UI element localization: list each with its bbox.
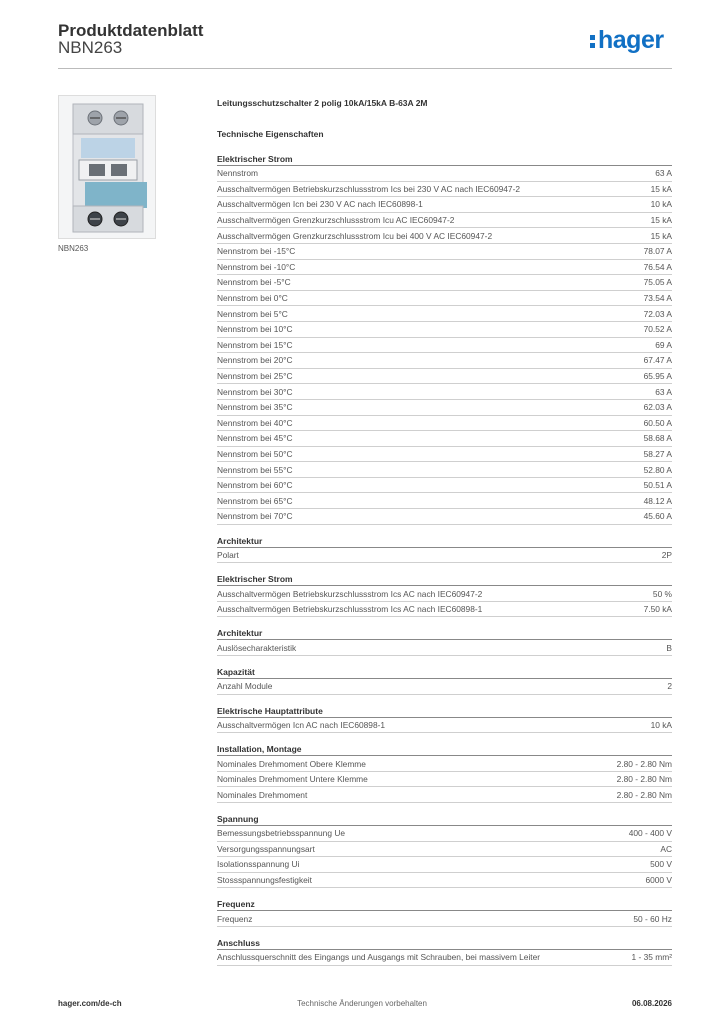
spec-row bbox=[217, 756, 672, 772]
spec-value: 75.05 A bbox=[643, 277, 672, 288]
spec-row bbox=[217, 950, 672, 966]
section-title: Frequenz bbox=[217, 898, 672, 911]
spec-label: Isolationsspannung Ui bbox=[217, 859, 300, 870]
spec-value: 10 kA bbox=[650, 199, 672, 210]
spec-value: 70.52 A bbox=[643, 324, 672, 335]
spec-row bbox=[217, 640, 672, 656]
section-title: Installation, Montage bbox=[217, 743, 672, 756]
product-title: Leitungsschutzschalter 2 polig 10kA/15kA B-63A 2M bbox=[217, 98, 428, 108]
spec-row bbox=[217, 478, 672, 494]
spec-row bbox=[217, 586, 672, 602]
spec-label: Nennstrom bei -15°C bbox=[217, 246, 296, 257]
spec-value: 10 kA bbox=[650, 719, 672, 730]
spec-row bbox=[217, 826, 672, 842]
footer-date: 06.08.2026 bbox=[631, 999, 672, 1008]
spec-value: AC bbox=[660, 843, 672, 854]
spec-row bbox=[217, 338, 672, 354]
spec-row bbox=[217, 718, 672, 734]
spec-row bbox=[217, 493, 672, 509]
product-code: NBN263 bbox=[58, 38, 123, 57]
spec-row bbox=[217, 213, 672, 229]
spec-value: 6000 V bbox=[645, 875, 672, 886]
spec-sections bbox=[217, 153, 672, 966]
spec-value: B bbox=[666, 642, 672, 653]
spec-label: Nennstrom bei 25°C bbox=[217, 371, 293, 382]
section-title: Elektrische Hauptattribute bbox=[217, 705, 672, 718]
spec-value: 63 A bbox=[655, 168, 672, 179]
spec-value: 78.07 A bbox=[643, 246, 672, 257]
spec-row bbox=[217, 772, 672, 788]
spec-section bbox=[217, 937, 672, 966]
spec-row bbox=[217, 275, 672, 291]
spec-label: Auslösecharakteristik bbox=[217, 642, 297, 653]
section-title: Architektur bbox=[217, 627, 672, 640]
spec-row bbox=[217, 447, 672, 463]
spec-section bbox=[217, 813, 672, 888]
spec-label: Nennstrom bei 55°C bbox=[217, 464, 293, 475]
spec-label: Nominales Drehmoment Untere Klemme bbox=[217, 774, 368, 785]
spec-value: 63 A bbox=[655, 386, 672, 397]
spec-content bbox=[217, 98, 672, 966]
spec-value: 76.54 A bbox=[643, 261, 672, 272]
footer-notice: Technische Änderungen vorbehalten bbox=[297, 999, 427, 1008]
spec-section bbox=[217, 743, 672, 803]
spec-label: Nominales Drehmoment Obere Klemme bbox=[217, 758, 366, 769]
spec-label: Polart bbox=[217, 549, 239, 560]
spec-label: Nennstrom bei 0°C bbox=[217, 293, 288, 304]
logo-colon-icon bbox=[590, 31, 596, 50]
spec-label: Nennstrom bei 65°C bbox=[217, 495, 293, 506]
spec-section bbox=[217, 666, 672, 695]
spec-value: 50 - 60 Hz bbox=[633, 913, 672, 924]
spec-row bbox=[217, 260, 672, 276]
section-title: Kapazität bbox=[217, 666, 672, 679]
spec-label: Nennstrom bei 50°C bbox=[217, 448, 293, 459]
spec-label: Nennstrom bei 60°C bbox=[217, 480, 293, 491]
section-title: Spannung bbox=[217, 813, 672, 826]
spec-label: Nennstrom bei 20°C bbox=[217, 355, 293, 366]
spec-value: 2.80 - 2.80 Nm bbox=[616, 758, 672, 769]
spec-value: 62.03 A bbox=[643, 402, 672, 413]
spec-row bbox=[217, 842, 672, 858]
spec-section bbox=[217, 705, 672, 734]
spec-value: 2.80 - 2.80 Nm bbox=[616, 774, 672, 785]
spec-label: Nennstrom bei 10°C bbox=[217, 324, 293, 335]
spec-value: 52.80 A bbox=[643, 464, 672, 475]
product-image bbox=[58, 95, 156, 239]
spec-row bbox=[217, 197, 672, 213]
spec-label: Ausschaltvermögen Betriebskurzschlussstrom Ics AC nach IEC60947-2 bbox=[217, 588, 483, 599]
spec-label: Nennstrom bei 35°C bbox=[217, 402, 293, 413]
spec-value: 15 kA bbox=[650, 183, 672, 194]
spec-row bbox=[217, 306, 672, 322]
spec-value: 58.27 A bbox=[643, 448, 672, 459]
spec-row bbox=[217, 322, 672, 338]
header-divider bbox=[58, 68, 672, 69]
spec-value: 60.50 A bbox=[643, 417, 672, 428]
spec-row bbox=[217, 384, 672, 400]
spec-row bbox=[217, 602, 672, 618]
spec-section bbox=[217, 898, 672, 927]
spec-row bbox=[217, 679, 672, 695]
spec-value: 65.95 A bbox=[643, 371, 672, 382]
spec-label: Ausschaltvermögen Grenzkurzschlussstrom Icu AC IEC60947-2 bbox=[217, 215, 455, 226]
spec-value: 45.60 A bbox=[643, 511, 672, 522]
tech-properties-heading: Technische Eigenschaften bbox=[217, 129, 324, 139]
spec-row bbox=[217, 509, 672, 525]
section-title: Anschluss bbox=[217, 937, 672, 950]
section-title: Elektrischer Strom bbox=[217, 153, 672, 166]
spec-value: 1 - 35 mm² bbox=[631, 952, 672, 963]
circuit-breaker-illustration bbox=[59, 96, 155, 238]
spec-label: Ausschaltvermögen Grenzkurzschlussstrom Icu bei 400 V AC IEC60947-2 bbox=[217, 230, 493, 241]
spec-row bbox=[217, 291, 672, 307]
spec-row bbox=[217, 462, 672, 478]
footer-website-link[interactable]: hager.com/de-ch bbox=[58, 999, 122, 1008]
spec-label: Nennstrom bbox=[217, 168, 258, 179]
spec-row bbox=[217, 400, 672, 416]
spec-label: Frequenz bbox=[217, 913, 253, 924]
spec-label: Nennstrom bei 40°C bbox=[217, 417, 293, 428]
spec-section bbox=[217, 153, 672, 525]
spec-label: Anschlussquerschnitt des Eingangs und Ausgangs mit Schrauben, bei massivem Leiter bbox=[217, 952, 541, 963]
spec-value: 73.54 A bbox=[643, 293, 672, 304]
spec-value: 67.47 A bbox=[643, 355, 672, 366]
spec-label: Ausschaltvermögen Betriebskurzschlussstrom Ics bei 230 V AC nach IEC60947-2 bbox=[217, 183, 521, 194]
spec-label: Nominales Drehmoment bbox=[217, 789, 308, 800]
spec-value: 69 A bbox=[655, 339, 672, 350]
spec-value: 50.51 A bbox=[643, 480, 672, 491]
spec-value: 72.03 A bbox=[643, 308, 672, 319]
spec-row bbox=[217, 911, 672, 927]
spec-label: Versorgungsspannungsart bbox=[217, 843, 315, 854]
section-title: Elektrischer Strom bbox=[217, 573, 672, 586]
spec-label: Nennstrom bei -5°C bbox=[217, 277, 291, 288]
spec-value: 15 kA bbox=[650, 230, 672, 241]
spec-label: Nennstrom bei -10°C bbox=[217, 261, 296, 272]
spec-label: Stossspannungsfestigkeit bbox=[217, 875, 312, 886]
spec-row bbox=[217, 182, 672, 198]
spec-row bbox=[217, 166, 672, 182]
spec-row bbox=[217, 873, 672, 889]
spec-row bbox=[217, 369, 672, 385]
spec-value: 400 - 400 V bbox=[628, 828, 672, 839]
spec-row bbox=[217, 431, 672, 447]
spec-label: Nennstrom bei 45°C bbox=[217, 433, 293, 444]
image-caption: NBN263 bbox=[58, 244, 89, 253]
spec-label: Ausschaltvermögen Betriebskurzschlussstrom Ics AC nach IEC60898-1 bbox=[217, 604, 483, 615]
spec-label: Nennstrom bei 5°C bbox=[217, 308, 288, 319]
spec-section bbox=[217, 535, 672, 564]
spec-value: 2P bbox=[661, 549, 672, 560]
spec-value: 2 bbox=[667, 681, 672, 692]
spec-value: 15 kA bbox=[650, 215, 672, 226]
spec-value: 7.50 kA bbox=[643, 604, 672, 615]
spec-row bbox=[217, 353, 672, 369]
spec-value: 500 V bbox=[650, 859, 672, 870]
spec-row bbox=[217, 228, 672, 244]
page-title: Produktdatenblatt bbox=[58, 21, 204, 40]
spec-label: Nennstrom bei 15°C bbox=[217, 339, 293, 350]
spec-row bbox=[217, 244, 672, 260]
spec-label: Bemessungsbetriebsspannung Ue bbox=[217, 828, 346, 839]
spec-label: Ausschaltvermögen Icn bei 230 V AC nach IEC60898-1 bbox=[217, 199, 423, 210]
spec-value: 48.12 A bbox=[643, 495, 672, 506]
spec-row bbox=[217, 857, 672, 873]
spec-row bbox=[217, 787, 672, 803]
section-title: Architektur bbox=[217, 535, 672, 548]
spec-section bbox=[217, 627, 672, 656]
spec-value: 2.80 - 2.80 Nm bbox=[616, 789, 672, 800]
spec-label: Ausschaltvermögen Icn AC nach IEC60898-1 bbox=[217, 719, 386, 730]
spec-value: 50 % bbox=[652, 588, 672, 599]
logo-text: hager bbox=[598, 26, 664, 54]
spec-label: Nennstrom bei 70°C bbox=[217, 511, 293, 522]
spec-label: Anzahl Module bbox=[217, 681, 273, 692]
spec-section bbox=[217, 573, 672, 617]
spec-row bbox=[217, 548, 672, 564]
spec-value: 58.68 A bbox=[643, 433, 672, 444]
spec-label: Nennstrom bei 30°C bbox=[217, 386, 293, 397]
hager-logo bbox=[590, 25, 664, 55]
spec-row bbox=[217, 416, 672, 432]
